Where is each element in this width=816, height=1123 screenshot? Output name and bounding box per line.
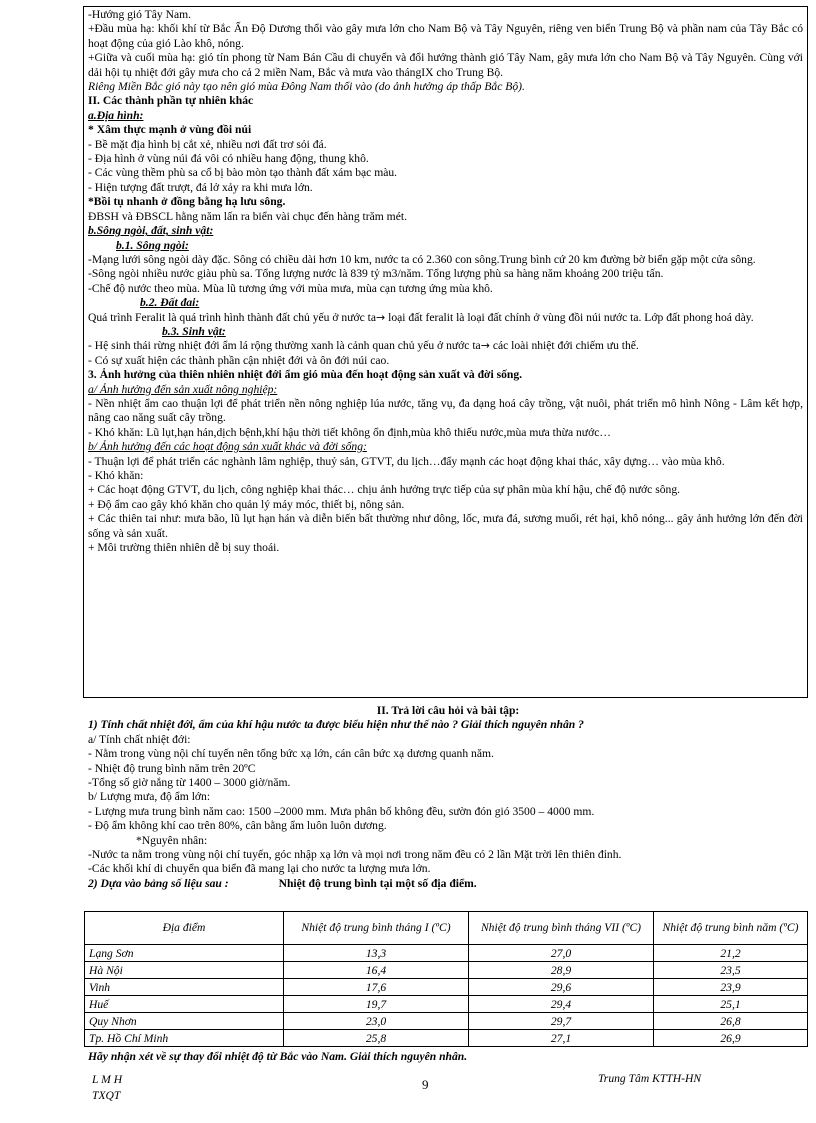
question-heading: 1) Tính chất nhiệt đới, ẩm của khí hậu nước ta được biểu hiện như thế nào ? Giải thích nguyên nhân ?: [88, 718, 584, 732]
footer-organization: Trung Tâm KTTH-HN: [598, 1072, 702, 1085]
text-line: - Các vùng thềm phù sa cổ bị bào mòn tạo thành đất xám bạc màu.: [88, 166, 398, 180]
text-line: -Chế độ nước theo mùa. Mùa lũ tương ứng với mùa mưa, mùa cạn tương ứng mùa khô.: [88, 281, 493, 295]
text-line: - Độ ẩm không khí cao trên 80%, cân bằng ẩm luôn luôn dương.: [88, 819, 387, 833]
right-arrow-icon: →: [480, 339, 490, 353]
section-heading: II. Các thành phần tự nhiên khác: [88, 94, 254, 108]
table-header-row: [85, 912, 808, 945]
text-line: - Nằm trong vùng nội chí tuyến nên tổng bức xạ lớn, cán cân bức xạ dương quanh năm.: [88, 747, 494, 761]
section-heading: 3. Ảnh hưởng của thiên nhiên nhiệt đới ẩm gió mùa đến hoạt động sản xuất và đời sống.: [88, 368, 523, 382]
table-row: [85, 1013, 808, 1030]
table-cell: Tp. Hồ Chí Minh: [85, 1030, 284, 1047]
text-paragraph: +Đầu mùa hạ: khối khí từ Bắc Ấn Độ Dương thổi vào gây mưa lớn cho Nam Bộ và Tây Nguyên, riêng ven biển Trung Bộ và phần nam của Tây Bắc có hoạt động của gió Lào khô, nóng.: [88, 22, 803, 50]
topic-heading: *Bồi tụ nhanh ở đồng bằng hạ lưu sông.: [88, 195, 286, 209]
subsection-heading: b/ Ảnh hưởng đến các hoạt động sản xuất khác và đời sống:: [88, 440, 367, 454]
text-paragraph: -Sông ngòi nhiều nước giàu phù sa. Tổng lượng nước là 839 tỷ m3/năm. Tổng lượng phù sa hàng năm khoảng 200 triệu tấn.: [88, 267, 664, 281]
topic-heading: * Xâm thực mạnh ở vùng đồi núi: [88, 123, 252, 137]
text-paragraph: -Mạng lưới sông ngòi dày đặc. Sông có chiều dài hơn 10 km, nước ta có 2.360 con sông.Trung bình cứ 20 km đường bờ biển gặp một cửa sông.: [88, 252, 756, 266]
text-line: - Có sự xuất hiện các thành phần cận nhiệt đới và ôn đới núi cao.: [88, 353, 390, 367]
table-cell: 26,8: [654, 1013, 808, 1030]
question-heading: [88, 877, 808, 891]
table-row: [85, 996, 808, 1013]
text-span: - Hệ sinh thái rừng nhiệt đới ẩm lá rộng thường xanh là cảnh quan chủ yếu ở nước ta: [88, 339, 481, 353]
subsection-heading: b.3. Sinh vật:: [162, 324, 226, 338]
table-cell: 27,0: [469, 945, 654, 962]
subsection-heading: b.Sông ngòi, đất, sinh vật:: [88, 224, 214, 238]
text-line: - Địa hình ở vùng núi đá vôi có nhiều hang động, thung khô.: [88, 152, 369, 166]
text-line: - Hiện tượng đất trượt, đá lở xảy ra khi mưa lớn.: [88, 180, 313, 194]
table-cell: Huế: [85, 996, 284, 1013]
footer-author: [92, 1072, 122, 1104]
text-line: -Nước ta nằm trong vùng nội chí tuyến, góc nhập xạ lớn và mọi nơi trong năm đều có 2 lần Mặt trời lên thiên đỉnh.: [88, 848, 622, 862]
table-cell: Vinh: [85, 979, 284, 996]
footer-initials: L M H: [92, 1073, 123, 1086]
text-paragraph: - Thuận lợi để phát triển các nghành lâm nghiệp, thuỷ sản, GTVT, du lịch…đẩy mạnh các hoạt động khai thác, xây dựng… vào mùa khô.: [88, 454, 725, 468]
text-paragraph: + Các thiên tai như: mưa bão, lũ lụt hạn hán và diễn biến bất thường như dông, lốc, mưa đá, sương muối, rét hại, khô nóng... gây ảnh hưởng lớn đến đời sống và sản xuất.: [88, 512, 803, 540]
table-cell: 13,3: [284, 945, 469, 962]
table-cell: Hà Nội: [85, 962, 284, 979]
table-row: [85, 945, 808, 962]
subsection-heading: b.2. Đất đai:: [140, 296, 200, 310]
table-cell: 21,2: [654, 945, 808, 962]
summary-box: [83, 6, 808, 698]
question-label: 2) Dựa vào bảng số liệu sau :: [88, 876, 229, 890]
table-header-cell: Nhiệt độ trung bình tháng I (ºC): [284, 912, 469, 945]
text-line: [88, 339, 803, 353]
table-cell: 23,5: [654, 962, 808, 979]
table-cell: 25,1: [654, 996, 808, 1013]
qa-section: [88, 704, 808, 891]
table-header-cell: Địa điểm: [85, 912, 284, 945]
text-line: -Hướng gió Tây Nam.: [88, 8, 192, 21]
section-heading: II. Trả lời câu hỏi và bài tập:: [376, 704, 520, 717]
table-header-cell: Nhiệt độ trung bình tháng VII (ºC): [469, 912, 654, 945]
table-cell: 27,1: [469, 1030, 654, 1047]
text-line: ĐBSH và ĐBSCL hằng năm lấn ra biển vài chục đến hàng trăm mét.: [88, 209, 407, 223]
text-line: - Khó khăn:: [88, 469, 144, 482]
table-cell: 23,0: [284, 1013, 469, 1030]
temperature-table: [84, 911, 808, 1047]
text-span: Quá trình Feralit là quá trình hình thành đất chủ yếu ở nước ta: [88, 310, 377, 324]
table-cell: 29,7: [469, 1013, 654, 1030]
text-line: + Môi trường thiên nhiên dễ bị suy thoái.: [88, 541, 280, 555]
text-line: - Khó khăn: Lũ lụt,hạn hán,dịch bệnh,khí hậu thời tiết không ổn định,mùa khô thiếu nước,mùa mưa thừa nước…: [88, 425, 611, 439]
text-line: a/ Tính chất nhiệt đới:: [88, 732, 191, 746]
table-row: [85, 962, 808, 979]
text-line: + Độ ẩm cao gây khó khăn cho quản lý máy móc, thiết bị, nông sản.: [88, 497, 405, 511]
table-cell: 26,9: [654, 1030, 808, 1047]
text-line: - Nhiệt độ trung bình năm trên 20ºC: [88, 761, 256, 775]
question-instruction: Hãy nhận xét về sự thay đổi nhiệt độ từ Bắc vào Nam. Giải thích nguyên nhân.: [88, 1050, 468, 1063]
text-paragraph: Riêng Miền Bắc gió này tạo nên gió mùa Đông Nam thổi vào (do ảnh hưởng áp thấp Bắc Bộ).: [88, 80, 525, 94]
text-span: loại đất feralit là loại đất chính ở vùng đồi núi nước ta. Lớp đất phong hoá dày.: [385, 310, 754, 324]
page-number: 9: [422, 1077, 429, 1092]
table-cell: 23,9: [654, 979, 808, 996]
table-cell: 17,6: [284, 979, 469, 996]
table-row: [85, 979, 808, 996]
text-line: - Lượng mưa trung bình năm cao: 1500 –2000 mm. Mưa phân bố không đều, sườn đón gió 3500 – 4000 mm.: [88, 804, 595, 818]
table-cell: 16,4: [284, 962, 469, 979]
table-cell: 25,8: [284, 1030, 469, 1047]
table-title: Nhiệt độ trung bình tại một số địa điểm.: [278, 876, 477, 890]
subsection-heading: a/ Ảnh hưởng đến sản xuất nông nghiệp:: [88, 382, 278, 396]
table-cell: 28,9: [469, 962, 654, 979]
table-cell: Lạng Sơn: [85, 945, 284, 962]
text-line: -Tổng số giờ nắng từ 1400 – 3000 giờ/năm.: [88, 776, 291, 790]
text-line: *Nguyên nhân:: [136, 833, 208, 847]
table-row: [85, 1030, 808, 1047]
right-arrow-icon: →: [376, 310, 386, 324]
table-header-cell: Nhiệt độ trung bình năm (ºC): [654, 912, 808, 945]
subsection-heading: b.1. Sông ngòi:: [116, 238, 189, 252]
table-cell: 29,4: [469, 996, 654, 1013]
text-line: -Các khối khí di chuyển qua biển đã mang lại cho nước ta lượng mưa lớn.: [88, 862, 431, 876]
text-line: b/ Lượng mưa, độ ẩm lớn:: [88, 790, 211, 804]
table-cell: 29,6: [469, 979, 654, 996]
footer-code: TXQT: [92, 1089, 121, 1102]
text-paragraph: - Nền nhiệt ẩm cao thuận lợi để phát triển nền nông nghiệp lúa nước, tăng vụ, đa dạng hoá cây trồng, vật nuôi, phát triển mô hình Nông - Lâm kết hợp, nâng cao năng suất cây trồng.: [88, 396, 803, 425]
text-paragraph: +Giữa và cuối mùa hạ: gió tín phong từ Nam Bán Cầu di chuyển và đổi hướng thành gió Tây Nam, gây mưa lớn cho Nam Bộ và Tây Nguyên. Cùng với dải hội tụ nhiệt đới gây mưa cho cả 2 miền Nam, Bắc và mưa vào thángIX cho Trung Bộ.: [88, 51, 803, 79]
text-span: các loài nhiệt đới chiếm ưu thế.: [489, 339, 639, 353]
table-cell: Quy Nhơn: [85, 1013, 284, 1030]
text-line: + Các hoạt động GTVT, du lịch, công nghiệp khai thác… chịu ảnh hưởng trực tiếp của sự phân mùa khí hậu, chế độ nước sông.: [88, 483, 681, 497]
text-paragraph: [88, 311, 803, 325]
text-line: - Bề mặt địa hình bị cắt xẻ, nhiều nơi đất trơ sỏi đá.: [88, 137, 327, 151]
table-cell: 19,7: [284, 996, 469, 1013]
subsection-heading: a.Địa hình:: [88, 108, 144, 122]
